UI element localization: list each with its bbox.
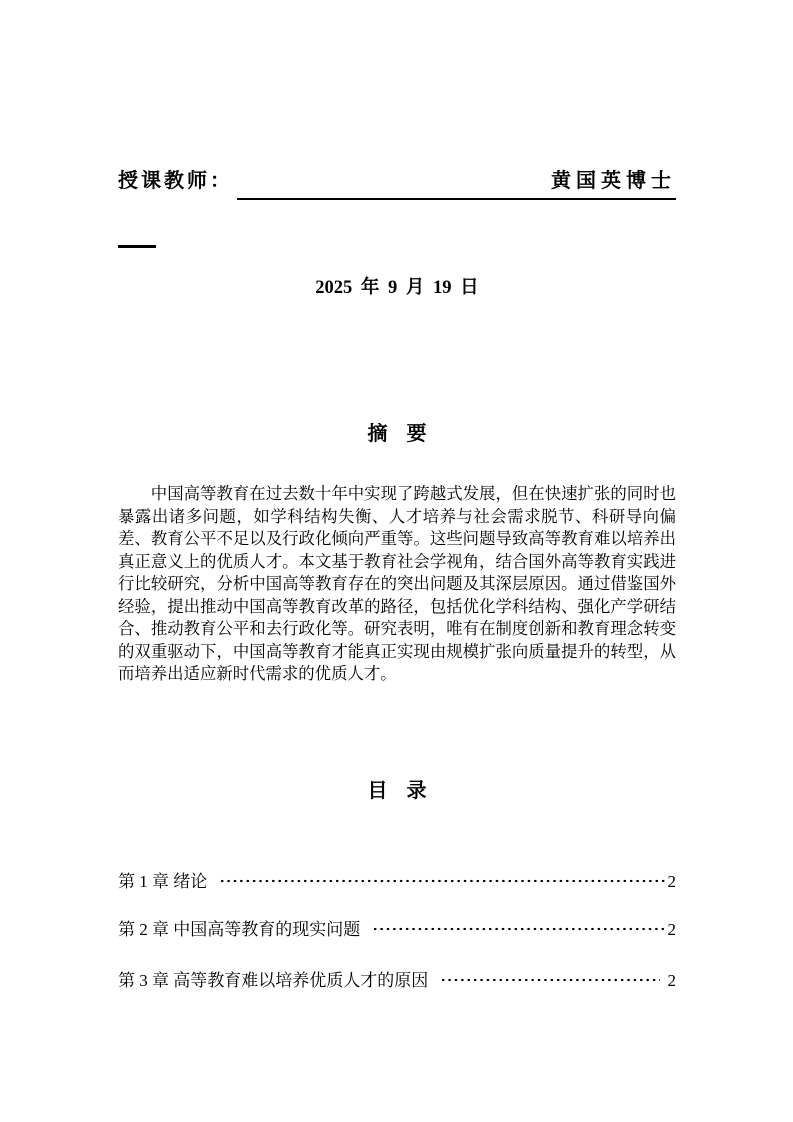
toc-list [118,870,676,993]
wrapped-underline-segment [118,245,156,248]
toc-title: 目 录 [367,779,427,802]
toc-dot-leader [219,870,665,894]
toc-entry-chapter-2[interactable] [118,918,676,942]
date-line: 2025 年 9 月 19 日 [315,278,479,298]
teacher-label: 授课教师： [118,170,233,192]
toc-dot-leader [440,969,659,993]
teacher-name: 黄国英博士 [545,164,676,200]
toc-page-number: 2 [667,871,676,891]
teacher-blank-underline [237,164,545,200]
toc-entry-title: 第 2 章 中国高等教育的现实问题 [118,919,361,939]
toc-entry-chapter-3[interactable] [118,969,676,993]
toc-entry-title: 第 1 章 绪论 [118,871,208,891]
teacher-signature-row [118,164,676,200]
abstract-paragraph: 中国高等教育在过去数十年中实现了跨越式发展，但在快速扩张的同时也暴露出诸多问题，如学科结构失衡、人才培养与社会需求脱节、科研导向偏差、教育公平不足以及行政化倾向严重等。这些问题导致高等教育难以培养出真正意义上的优质人才。本文基于教育社会学视角，结合国外高等教育实践进行比较研究，分析中国高等教育存在的突出问题及其深层原因。通过借鉴国外经验，提出推动中国高等教育改革的路径，包括优化学科结构、强化产学研结合、推动教育公平和去行政化等。研究表明，唯有在制度创新和教育理念转变的双重驱动下，中国高等教育才能真正实现由规模扩张向质量提升的转型，从而培养出适应新时代需求的优质人才。 [118,484,676,683]
abstract-title: 摘 要 [367,423,427,445]
toc-page-number: 2 [667,970,676,990]
toc-page-number: 2 [667,919,676,939]
toc-dot-leader [372,918,665,942]
toc-entry-title: 第 3 章 高等教育难以培养优质人才的原因 [118,970,429,990]
toc-entry-chapter-1[interactable] [118,870,676,894]
